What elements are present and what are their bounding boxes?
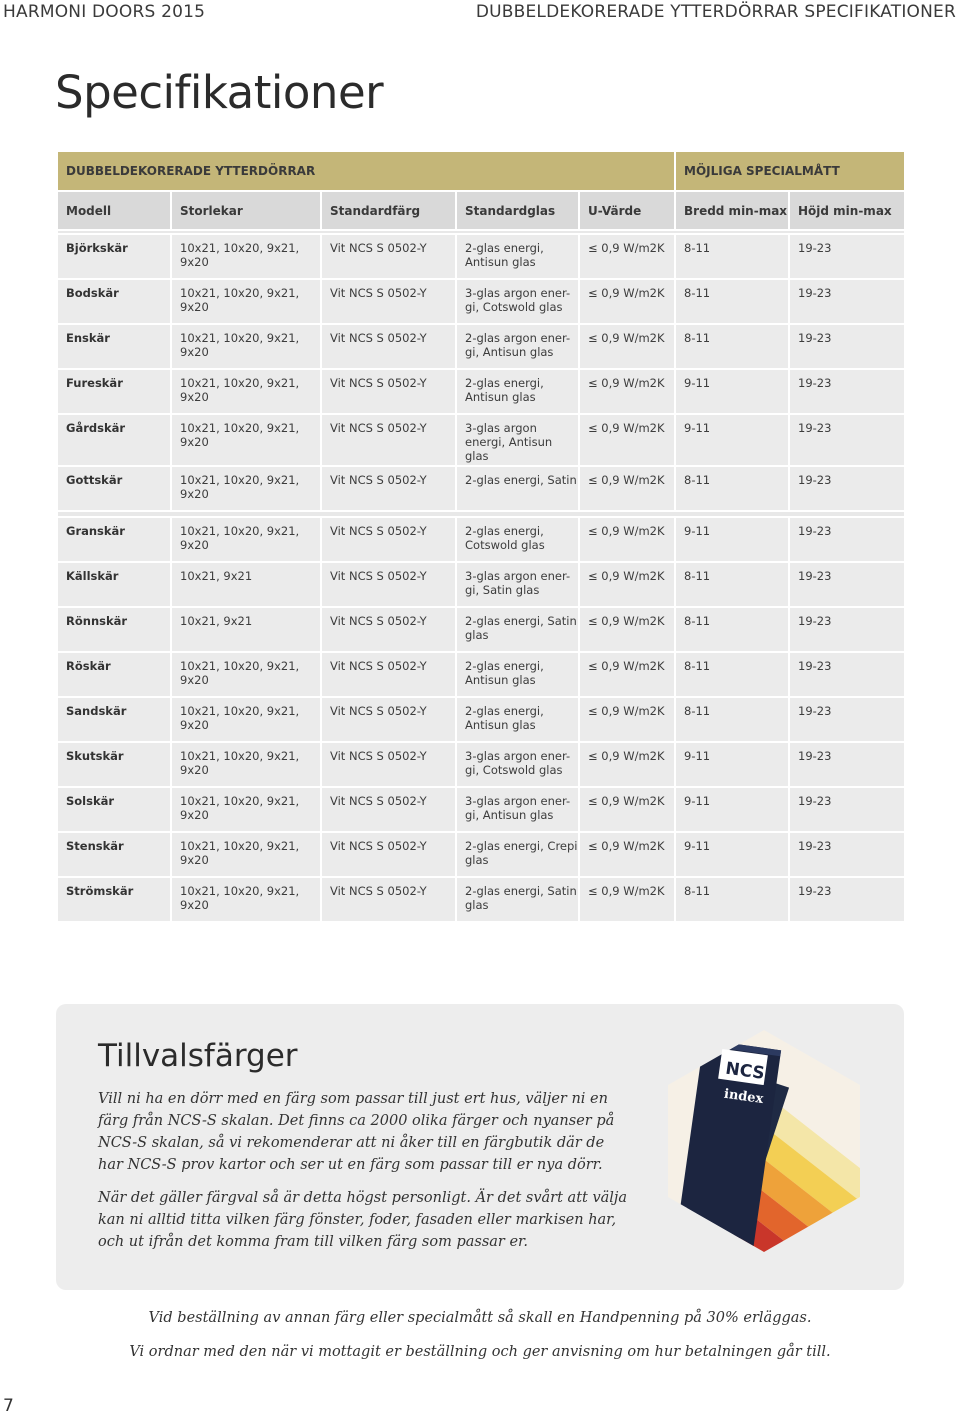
cell-color: Vit NCS S 0502-Y bbox=[321, 369, 456, 414]
header-section-title: DUBBELDEKORERADE YTTERDÖRRAR SPECIFIKATIONER bbox=[475, 2, 956, 22]
header-brand: HARMONI DOORS 2015 bbox=[3, 2, 206, 22]
cell-u-value: ≤ 0,9 W/m2K bbox=[579, 877, 675, 922]
cell-sizes: 10x21, 10x20, 9x21, 9x20 bbox=[171, 697, 321, 742]
cell-width: 8-11 bbox=[675, 324, 789, 369]
cell-sizes: 10x21, 10x20, 9x21, 9x20 bbox=[171, 279, 321, 324]
table-row bbox=[57, 562, 905, 607]
cell-width: 8-11 bbox=[675, 877, 789, 922]
table-row bbox=[57, 742, 905, 787]
cell-height: 19-23 bbox=[789, 369, 905, 414]
cell-model: Stenskär bbox=[57, 832, 171, 877]
table-row bbox=[57, 697, 905, 742]
ncs-fan-illustration bbox=[668, 1030, 860, 1252]
cell-height: 19-23 bbox=[789, 279, 905, 324]
cell-color: Vit NCS S 0502-Y bbox=[321, 607, 456, 652]
cell-color: Vit NCS S 0502-Y bbox=[321, 562, 456, 607]
cell-model: Granskär bbox=[57, 517, 171, 562]
cell-model: Gårdskär bbox=[57, 414, 171, 466]
cell-height: 19-23 bbox=[789, 414, 905, 466]
cell-color: Vit NCS S 0502-Y bbox=[321, 742, 456, 787]
cell-height: 19-23 bbox=[789, 517, 905, 562]
cell-sizes: 10x21, 10x20, 9x21, 9x20 bbox=[171, 877, 321, 922]
col-header-color: Standardfärg bbox=[321, 191, 456, 230]
cell-u-value: ≤ 0,9 W/m2K bbox=[579, 652, 675, 697]
table-row bbox=[57, 607, 905, 652]
cell-height: 19-23 bbox=[789, 562, 905, 607]
cell-width: 8-11 bbox=[675, 607, 789, 652]
cell-width: 8-11 bbox=[675, 234, 789, 279]
group-label-doors: DUBBELDEKORERADE YTTERDÖRRAR bbox=[57, 151, 675, 191]
ncs-index-label: index bbox=[722, 1086, 765, 1108]
cell-model: Enskär bbox=[57, 324, 171, 369]
footer-note-1: Vid beställning av annan färg eller specialmått så skall en Handpenning på 30% erläggas. bbox=[148, 1310, 812, 1326]
cell-glass: 2-glas energi, Satin glas bbox=[456, 877, 579, 922]
table-row bbox=[57, 517, 905, 562]
cell-u-value: ≤ 0,9 W/m2K bbox=[579, 517, 675, 562]
ncs-index-image bbox=[668, 1030, 860, 1252]
cell-model: Rönnskär bbox=[57, 607, 171, 652]
cell-width: 9-11 bbox=[675, 517, 789, 562]
cell-model: Björkskär bbox=[57, 234, 171, 279]
cell-sizes: 10x21, 10x20, 9x21, 9x20 bbox=[171, 324, 321, 369]
col-header-model: Modell bbox=[57, 191, 171, 230]
cell-width: 8-11 bbox=[675, 697, 789, 742]
cell-model: Gottskär bbox=[57, 466, 171, 511]
ncs-logo-block bbox=[718, 1049, 768, 1107]
table-row bbox=[57, 369, 905, 414]
cell-glass: 3-glas argon ener-gi, Cotswold glas bbox=[456, 279, 579, 324]
cell-model: Fureskär bbox=[57, 369, 171, 414]
cell-glass: 3-glas argon ener-gi, Satin glas bbox=[456, 562, 579, 607]
cell-glass: 2-glas energi, Antisun glas bbox=[456, 234, 579, 279]
cell-glass: 2-glas energi, Satin glas bbox=[456, 607, 579, 652]
cell-color: Vit NCS S 0502-Y bbox=[321, 466, 456, 511]
table-row bbox=[57, 877, 905, 922]
cell-color: Vit NCS S 0502-Y bbox=[321, 697, 456, 742]
tillval-paragraph-1: Vill ni ha en dörr med en färg som passar till just ert hus, väljer ni en färg från NCS-S skalan. Det finns ca 2000 olika färger och nyanser på NCS-S skalan, så vi rekomenderar att ni åker till en färgbutik där de har NCS-S prov kartor och ser ut en färg som passar till er nya dörr. bbox=[98, 1091, 615, 1173]
cell-height: 19-23 bbox=[789, 697, 905, 742]
cell-color: Vit NCS S 0502-Y bbox=[321, 279, 456, 324]
footer-note-2: Vi ordnar med den när vi mottagit er beställning och ger anvisning om hur betalningen går till. bbox=[129, 1344, 831, 1360]
cell-color: Vit NCS S 0502-Y bbox=[321, 832, 456, 877]
cell-height: 19-23 bbox=[789, 324, 905, 369]
table-row bbox=[57, 279, 905, 324]
cell-color: Vit NCS S 0502-Y bbox=[321, 324, 456, 369]
cell-height: 19-23 bbox=[789, 652, 905, 697]
cell-model: Strömskär bbox=[57, 877, 171, 922]
cell-height: 19-23 bbox=[789, 466, 905, 511]
spec-table bbox=[56, 150, 906, 923]
cell-height: 19-23 bbox=[789, 832, 905, 877]
cell-sizes: 10x21, 10x20, 9x21, 9x20 bbox=[171, 742, 321, 787]
cell-model: Skutskär bbox=[57, 742, 171, 787]
cell-width: 9-11 bbox=[675, 787, 789, 832]
cell-sizes: 10x21, 10x20, 9x21, 9x20 bbox=[171, 787, 321, 832]
cell-model: Bodskär bbox=[57, 279, 171, 324]
cell-glass: 2-glas argon ener-gi, Antisun glas bbox=[456, 324, 579, 369]
cell-width: 8-11 bbox=[675, 652, 789, 697]
cell-u-value: ≤ 0,9 W/m2K bbox=[579, 279, 675, 324]
cell-u-value: ≤ 0,9 W/m2K bbox=[579, 832, 675, 877]
cell-u-value: ≤ 0,9 W/m2K bbox=[579, 324, 675, 369]
cell-width: 9-11 bbox=[675, 742, 789, 787]
cell-height: 19-23 bbox=[789, 607, 905, 652]
cell-sizes: 10x21, 10x20, 9x21, 9x20 bbox=[171, 369, 321, 414]
cell-sizes: 10x21, 10x20, 9x21, 9x20 bbox=[171, 517, 321, 562]
tillval-title: Tillvalsfärger bbox=[98, 1038, 298, 1074]
cell-height: 19-23 bbox=[789, 787, 905, 832]
cell-width: 8-11 bbox=[675, 279, 789, 324]
cell-width: 9-11 bbox=[675, 369, 789, 414]
cell-u-value: ≤ 0,9 W/m2K bbox=[579, 414, 675, 466]
cell-u-value: ≤ 0,9 W/m2K bbox=[579, 607, 675, 652]
cell-color: Vit NCS S 0502-Y bbox=[321, 787, 456, 832]
col-header-u-value: U-Värde bbox=[579, 191, 675, 230]
cell-color: Vit NCS S 0502-Y bbox=[321, 877, 456, 922]
cell-color: Vit NCS S 0502-Y bbox=[321, 234, 456, 279]
col-header-glass: Standardglas bbox=[456, 191, 579, 230]
col-header-sizes: Storlekar bbox=[171, 191, 321, 230]
cell-glass: 2-glas energi, Antisun glas bbox=[456, 369, 579, 414]
cell-u-value: ≤ 0,9 W/m2K bbox=[579, 787, 675, 832]
cell-u-value: ≤ 0,9 W/m2K bbox=[579, 234, 675, 279]
cell-model: Sandskär bbox=[57, 697, 171, 742]
table-row bbox=[57, 466, 905, 511]
cell-glass: 2-glas energi, Satin bbox=[456, 466, 579, 511]
table-row bbox=[57, 324, 905, 369]
cell-glass: 2-glas energi, Antisun glas bbox=[456, 652, 579, 697]
cell-model: Röskär bbox=[57, 652, 171, 697]
cell-sizes: 10x21, 9x21 bbox=[171, 562, 321, 607]
cell-width: 9-11 bbox=[675, 414, 789, 466]
tillval-paragraph-2: När det gäller färgval så är detta högst personligt. Är det svårt att välja kan ni alltid titta vilken färg fönster, foder, fasaden eller markisen har, och ut ifrån det komma fram till vilken färg som passar er. bbox=[98, 1190, 628, 1250]
cell-height: 19-23 bbox=[789, 234, 905, 279]
table-row bbox=[57, 652, 905, 697]
cell-glass: 2-glas energi, Cotswold glas bbox=[456, 517, 579, 562]
table-row bbox=[57, 414, 905, 466]
cell-color: Vit NCS S 0502-Y bbox=[321, 517, 456, 562]
cell-model: Solskär bbox=[57, 787, 171, 832]
group-label-special: MÖJLIGA SPECIALMÅTT bbox=[675, 151, 905, 191]
page-number: 7 bbox=[3, 1396, 14, 1416]
table-column-header bbox=[57, 191, 905, 230]
cell-width: 8-11 bbox=[675, 466, 789, 511]
cell-u-value: ≤ 0,9 W/m2K bbox=[579, 697, 675, 742]
cell-color: Vit NCS S 0502-Y bbox=[321, 414, 456, 466]
cell-width: 8-11 bbox=[675, 562, 789, 607]
cell-glass: 3-glas argon ener-gi, Cotswold glas bbox=[456, 742, 579, 787]
cell-sizes: 10x21, 10x20, 9x21, 9x20 bbox=[171, 832, 321, 877]
col-header-width: Bredd min-max bbox=[675, 191, 789, 230]
cell-sizes: 10x21, 10x20, 9x21, 9x20 bbox=[171, 234, 321, 279]
cell-glass: 2-glas energi, Crepi glas bbox=[456, 832, 579, 877]
cell-glass: 3-glas argon energi, Antisun glas bbox=[456, 414, 579, 466]
cell-color: Vit NCS S 0502-Y bbox=[321, 652, 456, 697]
cell-height: 19-23 bbox=[789, 742, 905, 787]
cell-model: Källskär bbox=[57, 562, 171, 607]
cell-height: 19-23 bbox=[789, 877, 905, 922]
table-row bbox=[57, 234, 905, 279]
table-group-header bbox=[57, 151, 905, 191]
cell-glass: 3-glas argon ener-gi, Antisun glas bbox=[456, 787, 579, 832]
ncs-logo-text: NCS bbox=[724, 1058, 766, 1084]
table-row bbox=[57, 832, 905, 877]
cell-sizes: 10x21, 10x20, 9x21, 9x20 bbox=[171, 652, 321, 697]
table-row bbox=[57, 787, 905, 832]
page-title: Specifikationer bbox=[55, 66, 384, 119]
cell-u-value: ≤ 0,9 W/m2K bbox=[579, 369, 675, 414]
cell-u-value: ≤ 0,9 W/m2K bbox=[579, 742, 675, 787]
cell-u-value: ≤ 0,9 W/m2K bbox=[579, 466, 675, 511]
cell-sizes: 10x21, 10x20, 9x21, 9x20 bbox=[171, 414, 321, 466]
cell-glass: 2-glas energi, Antisun glas bbox=[456, 697, 579, 742]
cell-u-value: ≤ 0,9 W/m2K bbox=[579, 562, 675, 607]
cell-sizes: 10x21, 10x20, 9x21, 9x20 bbox=[171, 466, 321, 511]
cell-sizes: 10x21, 9x21 bbox=[171, 607, 321, 652]
cell-width: 9-11 bbox=[675, 832, 789, 877]
col-header-height: Höjd min-max bbox=[789, 191, 905, 230]
